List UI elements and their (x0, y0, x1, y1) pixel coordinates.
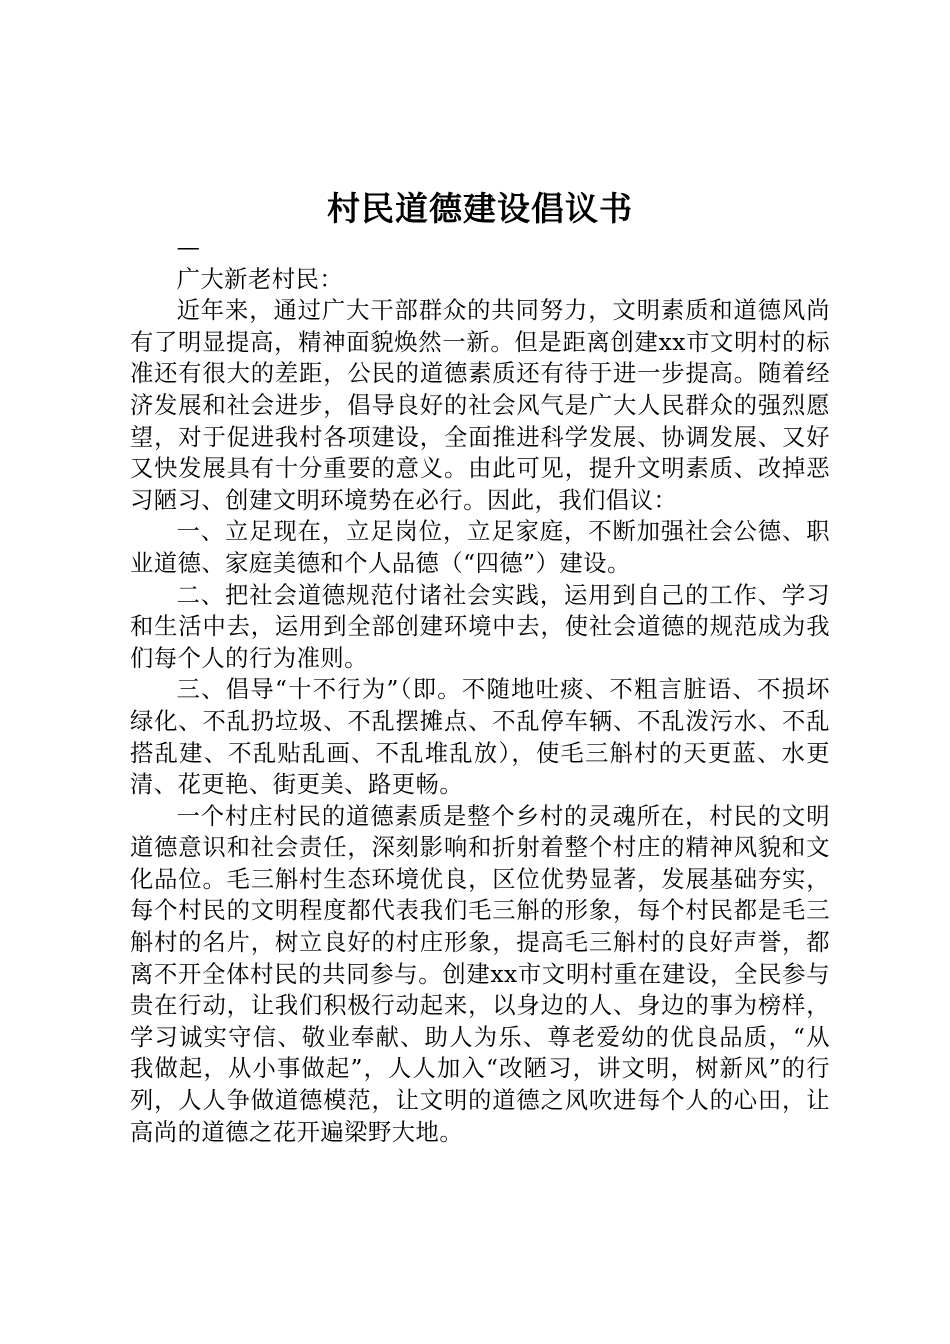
paragraph-item-2: 二、把社会道德规范付诸社会实践，运用到自己的工作、学习和生活中去，运用到全部创建环境中去，使社会道德的规范成为我们每个人的行为准则。 (130, 581, 830, 672)
document-body (130, 232, 830, 1148)
salutation: 广大新老村民： (176, 265, 344, 293)
paragraph-closing: 一个村庄村民的道德素质是整个乡村的灵魂所在，村民的文明道德意识和社会责任，深刻影响和折射着整个村庄的精神风貌和文化品位。毛三斛村生态环境优良，区位优势显著，发展基础夯实，每个村民的文明程度都代表我们毛三斛的形象，每个村民都是毛三斛村的名片，树立良好的村庄形象，提高毛三斛村的良好声誉，都离不开全体村民的共同参与。创建xx市文明村重在建设，全民参与贵在行动，让我们积极行动起来，以身边的人、身边的事为榜样，学习诚实守信、敬业奉献、助人为乐、尊老爱幼的优良品质，“从我做起，从小事做起”，人人加入“改陋习，讲文明，树新风”的行列，人人争做道德模范，让文明的道德之风吹进每个人的心田，让高尚的道德之花开遍梁野大地。 (130, 802, 830, 1146)
paragraph-item-3: 三、倡导“十不行为”（即。不随地吐痰、不粗言脏语、不损坏绿化、不乱扔垃圾、不乱摆摊点、不乱停车辆、不乱泼污水、不乱搭乱建、不乱贴乱画、不乱堆乱放），使毛三斛村的天更蓝、水更清、花更艳、街更美、路更畅。 (130, 676, 830, 799)
paragraph-item-1: 一、立足现在，立足岗位，立足家庭，不断加强社会公德、职业道德、家庭美德和个人品德（“四德”）建设。 (130, 518, 830, 577)
document-title: 村民道德建设倡议书 (327, 189, 633, 228)
paragraph-intro: 近年来，通过广大干部群众的共同努力，文明素质和道德风尚有了明显提高，精神面貌焕然一新。但是距离创建xx市文明村的标准还有很大的差距，公民的道德素质还有待于进一步提高。随着经济发展和社会进步，倡导良好的社会风气是广大人民群众的强烈愿望，对于促进我村各项建设，全面推进科学发展、协调发展、又好又快发展具有十分重要的意义。由此可见，提升文明素质、改掉恶习陋习、创建文明环境势在必行。因此，我们倡议： (130, 297, 830, 514)
dash-line: — (176, 234, 201, 261)
